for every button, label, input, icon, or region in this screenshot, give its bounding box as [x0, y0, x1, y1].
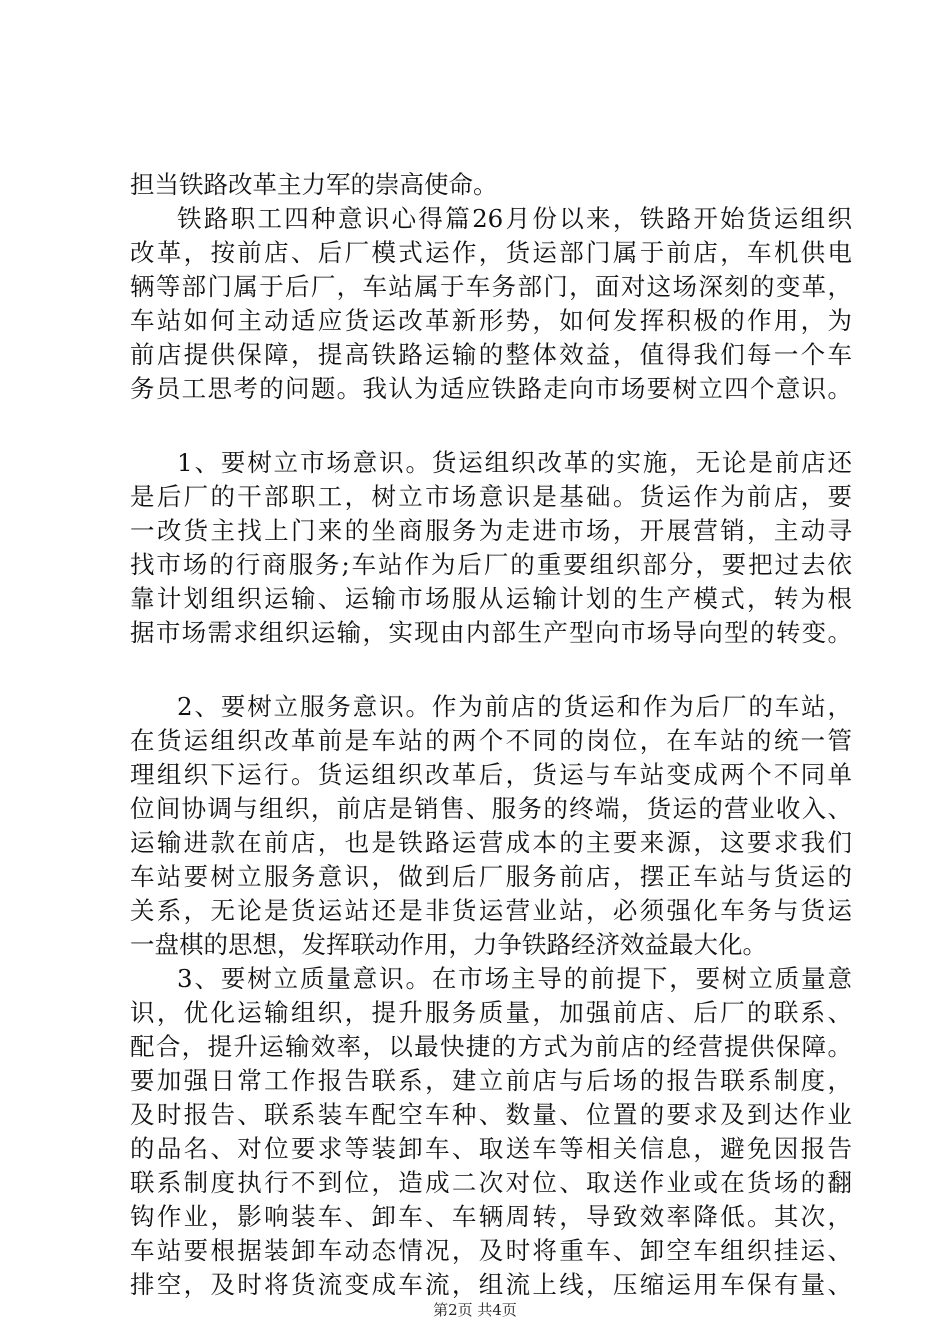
text-line: 要加强日常工作报告联系，建立前店与后场的报告联系制度，: [130, 1066, 852, 1095]
text-line: 钩作业，影响装车、卸车、车辆周转，导致效率降低。其次，: [130, 1202, 852, 1231]
text-line: 的品名、对位要求等装卸车、取送车等相关信息，避免因报告: [130, 1134, 852, 1163]
text-line: 前店提供保障，提高铁路运输的整体效益，值得我们每一个车: [130, 340, 852, 369]
paragraph-continuation: [130, 168, 852, 202]
text-line: 排空，及时将货流变成车流，组流上线，压缩运用车保有量、: [130, 1270, 852, 1299]
paragraph-quality-awareness: [130, 962, 852, 1302]
text-line: 据市场需求组织运输，实现由内部生产型向市场导向型的转变。: [130, 618, 852, 647]
text-line: 担当铁路改革主力军的崇高使命。: [130, 170, 498, 199]
text-line: 3、要树立质量意识。在市场主导的前提下，要树立质量意: [177, 964, 852, 993]
text-line: 辆等部门属于后厂，车站属于车务部门，面对这场深刻的变革，: [130, 272, 852, 301]
text-line: 车站如何主动适应货运改革新形势，如何发挥积极的作用，为: [130, 306, 852, 335]
text-line: 运输进款在前店，也是铁路运营成本的主要来源，这要求我们: [130, 828, 852, 857]
paragraph-market-awareness: [130, 446, 852, 650]
text-line: 在货运组织改革前是车站的两个不同的岗位，在车站的统一管: [130, 726, 852, 755]
text-line: 识，优化运输组织，提升服务质量，加强前店、后厂的联系、: [130, 998, 852, 1027]
text-line: 车站要树立服务意识，做到后厂服务前店，摆正车站与货运的: [130, 862, 852, 891]
text-line: 找市场的行商服务;车站作为后厂的重要组织部分，要把过去依: [130, 550, 852, 579]
paragraph-gap: [130, 406, 852, 446]
text-line: 1、要树立市场意识。货运组织改革的实施，无论是前店还: [177, 448, 852, 477]
text-line: 一盘棋的思想，发挥联动作用，力争铁路经济效益最大化。: [130, 930, 767, 959]
text-line: 2、要树立服务意识。作为前店的货运和作为后厂的车站，: [177, 692, 852, 721]
document-body: [130, 168, 852, 1302]
text-line: 位间协调与组织，前店是销售、服务的终端，货运的营业收入、: [130, 794, 852, 823]
text-line: 及时报告、联系装车配空车种、数量、位置的要求及到达作业: [130, 1100, 852, 1129]
text-line: 关系，无论是货运站还是非货运营业站，必须强化车务与货运: [130, 896, 852, 925]
paragraph-service-awareness: [130, 690, 852, 962]
page-footer: [0, 1300, 950, 1320]
text-line: 铁路职工四种意识心得篇26月份以来，铁路开始货运组织: [177, 204, 852, 233]
text-line: 理组织下运行。货运组织改革后，货运与车站变成两个不同单: [130, 760, 852, 789]
text-line: 一改货主找上门来的坐商服务为走进市场，开展营销，主动寻: [130, 516, 852, 545]
text-line: 联系制度执行不到位，造成二次对位、取送作业或在货场的翻: [130, 1168, 852, 1197]
page-number-label: 第2页 共4页: [433, 1301, 517, 1319]
paragraph-gap: [130, 650, 852, 690]
text-line: 靠计划组织运输、运输市场服从运输计划的生产模式，转为根: [130, 584, 852, 613]
text-line: 车站要根据装卸车动态情况，及时将重车、卸空车组织挂运、: [130, 1236, 852, 1265]
text-line: 是后厂的干部职工，树立市场意识是基础。货运作为前店，要: [130, 482, 852, 511]
text-line: 改革，按前店、后厂模式运作，货运部门属于前店，车机供电: [130, 238, 852, 267]
text-line: 务员工思考的问题。我认为适应铁路走向市场要树立四个意识。: [130, 374, 852, 403]
text-line: 配合，提升运输效率，以最快捷的方式为前店的经营提供保障。: [130, 1032, 852, 1061]
paragraph-intro: [130, 202, 852, 406]
